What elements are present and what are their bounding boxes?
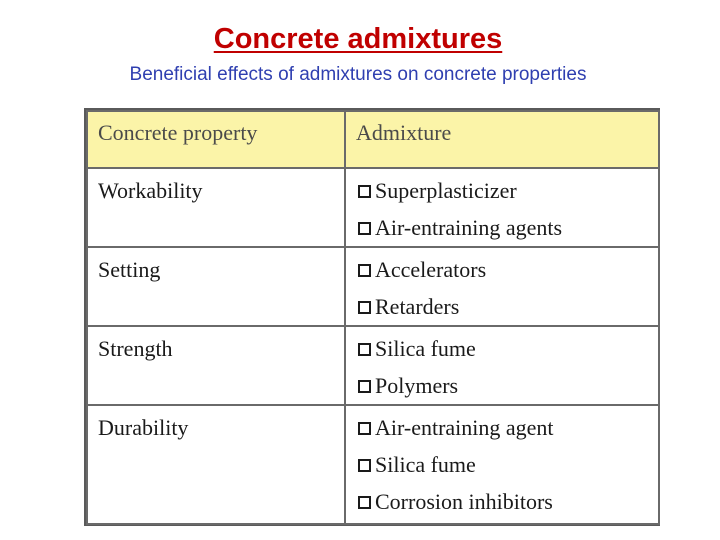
admixture-cell xyxy=(345,326,659,405)
admixture-label: Polymers xyxy=(375,373,459,398)
list-item xyxy=(358,409,658,446)
table-header-row xyxy=(87,111,659,168)
admixture-label: Retarders xyxy=(375,294,460,319)
admixture-table xyxy=(84,108,660,526)
slide-title: Concrete admixtures xyxy=(213,23,503,55)
admixture-cell xyxy=(345,247,659,326)
admixture-cell xyxy=(345,405,659,524)
square-bullet-icon xyxy=(358,185,371,198)
list-item xyxy=(358,172,658,209)
admixture-label: Superplasticizer xyxy=(375,178,517,203)
square-bullet-icon xyxy=(358,343,371,356)
header-concrete-property: Concrete property xyxy=(87,111,345,168)
square-bullet-icon xyxy=(358,264,371,277)
list-item xyxy=(358,330,658,367)
list-item xyxy=(358,483,658,520)
header-admixture: Admixture xyxy=(345,111,659,168)
table-row xyxy=(87,168,659,247)
list-item xyxy=(358,251,658,288)
admixture-label: Air-entraining agents xyxy=(375,215,563,240)
admixture-cell xyxy=(345,168,659,247)
square-bullet-icon xyxy=(358,301,371,314)
slide-subtitle: Beneficial effects of admixtures on concrete properties xyxy=(129,64,587,85)
square-bullet-icon xyxy=(358,496,371,509)
square-bullet-icon xyxy=(358,380,371,393)
square-bullet-icon xyxy=(358,422,371,435)
table-row xyxy=(87,405,659,524)
admixture-label: Corrosion inhibitors xyxy=(375,489,553,514)
list-item xyxy=(358,446,658,483)
square-bullet-icon xyxy=(358,459,371,472)
list-item xyxy=(358,367,658,404)
property-cell: Workability xyxy=(87,168,345,247)
list-item xyxy=(358,288,658,325)
table-row xyxy=(87,247,659,326)
list-item xyxy=(358,209,658,246)
admixture-label: Accelerators xyxy=(375,257,487,282)
admixture-table-grid xyxy=(86,110,660,525)
admixture-label: Silica fume xyxy=(375,452,476,477)
admixture-label: Air-entraining agent xyxy=(375,415,554,440)
property-cell: Strength xyxy=(87,326,345,405)
table-row xyxy=(87,326,659,405)
admixture-label: Silica fume xyxy=(375,336,476,361)
property-cell: Setting xyxy=(87,247,345,326)
property-cell: Durability xyxy=(87,405,345,524)
square-bullet-icon xyxy=(358,222,371,235)
